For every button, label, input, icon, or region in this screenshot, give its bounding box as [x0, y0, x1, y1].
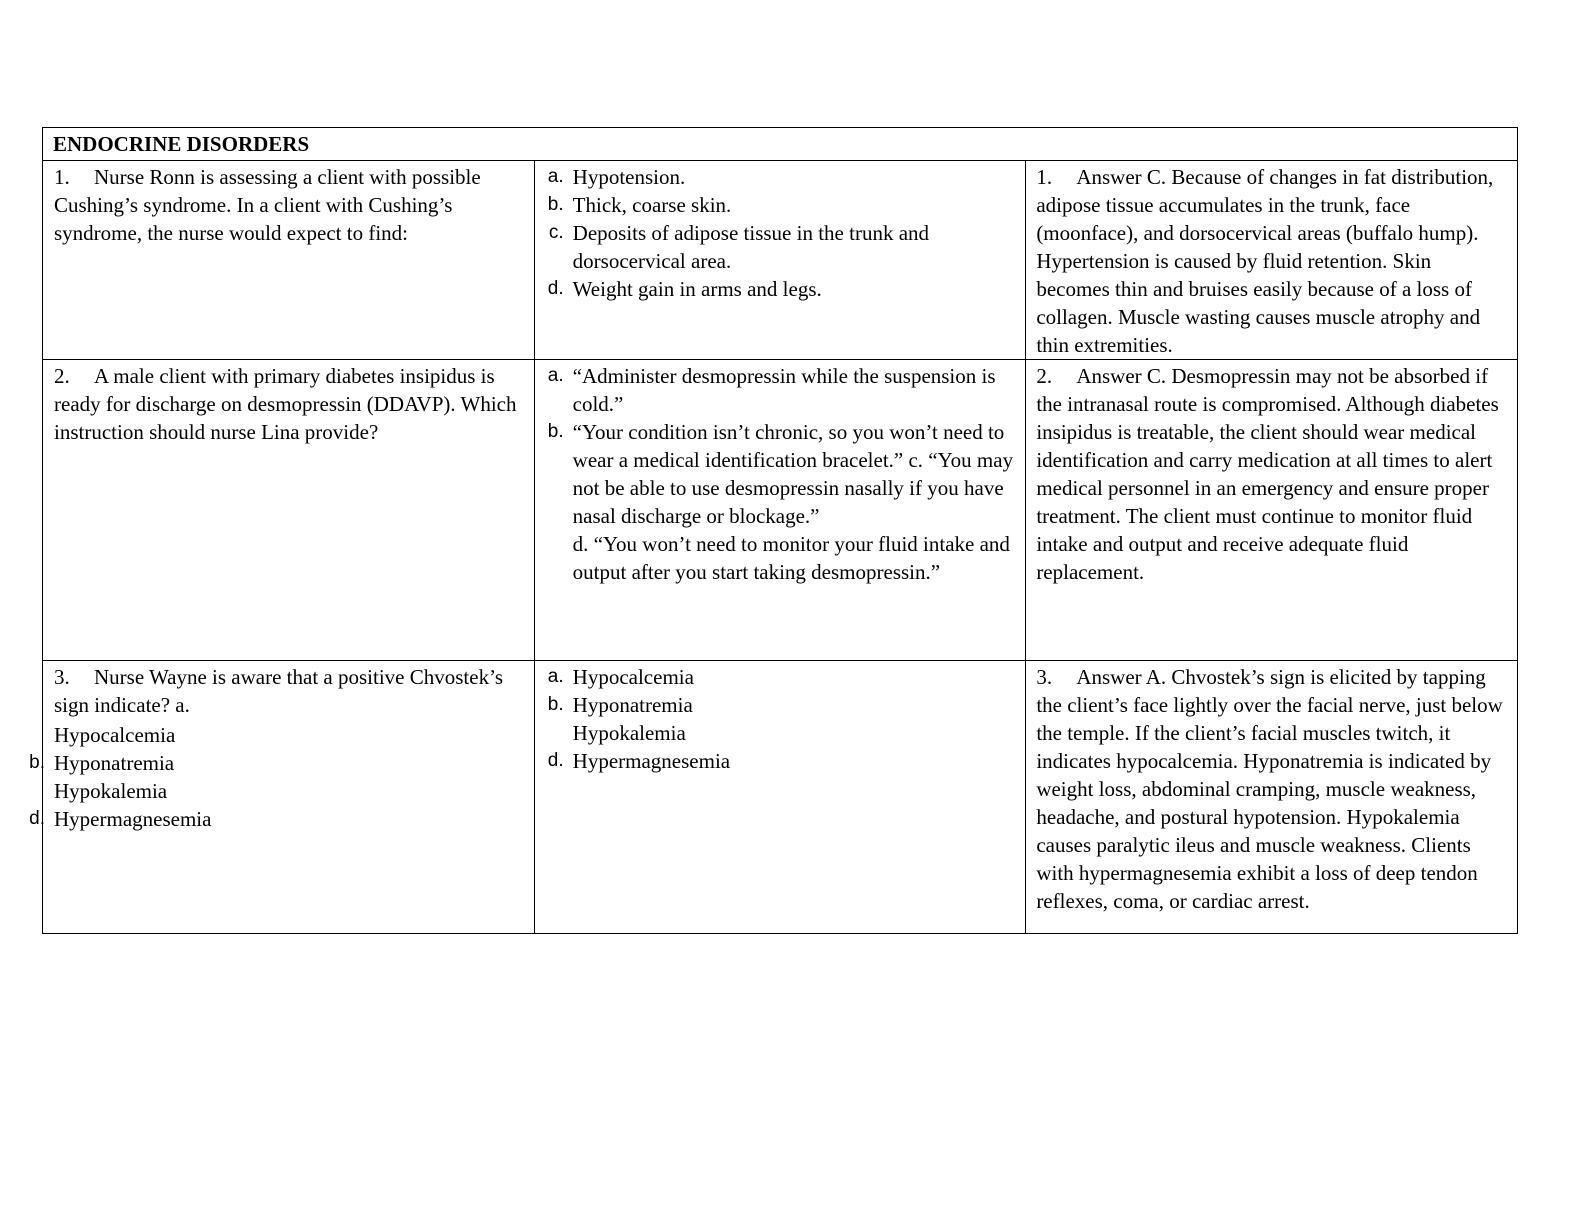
question-row [43, 161, 1518, 360]
table-title: ENDOCRINE DISORDERS [43, 128, 1518, 161]
answer-text: Answer A. Chvostek’s sign is elicited by tapping the client’s face lightly over the facial nerve, just below the temple. If the client’s facial muscles twitch, it indicates hypocalcemia. Hyponatremia is indicated by weight loss, abdominal cramping, muscle weakness, headache, and postural hypotension. Hypokalemia causes paralytic ileus and muscle weakness. Clients with hypermagnesemia exhibit a loss of deep tendon reflexes, coma, or cardiac arrest. [1036, 665, 1503, 913]
question-number: 1. [54, 165, 70, 189]
options-cell [534, 661, 1026, 934]
question-stem: A male client with primary diabetes insipidus is ready for discharge on desmopressin (DDAVP). Which instruction should nurse Lina provide? [54, 364, 517, 444]
answer-cell [1026, 661, 1518, 934]
document-page [29, 127, 1518, 934]
question-cell [29, 661, 535, 934]
question-stem: Nurse Ronn is assessing a client with possible Cushing’s syndrome. In a client with Cushing’s syndrome, the nurse would expect to find: [54, 165, 481, 245]
options-cell [534, 360, 1026, 661]
option-item: Hypokalemia [572, 721, 686, 745]
question-row [43, 661, 1518, 934]
option-item: a. “Administer desmopressin while the suspension is cold.” [547, 364, 996, 416]
option-item: b. Hyponatremia [29, 751, 175, 775]
option-item: d. “You won’t need to monitor your fluid intake and output after you start taking desmopressin.” [572, 532, 1010, 584]
answer-number: 3. [1036, 665, 1053, 689]
option-item: a. Hypocalcemia [547, 665, 694, 689]
question-cell [43, 161, 535, 360]
question-number: 2. [54, 364, 70, 388]
answer-text: Answer C. Desmopressin may not be absorbed if the intranasal route is compromised. Although diabetes insipidus is treatable, the client should wear medical identification and carry medication at all times to alert medical personnel in an emergency and ensure proper treatment. The client must continue to monitor fluid intake and output and receive adequate fluid replacement. [1036, 364, 1499, 584]
question-table [29, 127, 1518, 934]
options-cell [534, 161, 1026, 360]
option-item: c. Deposits of adipose tissue in the trunk and dorsocervical area. [548, 221, 930, 273]
answer-cell [1026, 161, 1518, 360]
answer-number: 2. [1036, 364, 1053, 388]
question-row [43, 360, 1518, 661]
answer-number: 1. [1036, 165, 1053, 189]
option-item: d. Weight gain in arms and legs. [547, 277, 822, 301]
question-number: 3. [54, 665, 70, 689]
option-item: Hypocalcemia [54, 723, 176, 747]
question-cell [43, 360, 535, 661]
option-item: b. Thick, coarse skin. [547, 193, 732, 217]
question-stem: Nurse Wayne is aware that a positive Chvostek’s sign indicate? a. [54, 665, 504, 717]
option-item: a. Hypotension. [547, 165, 686, 189]
answer-text: Answer C. Because of changes in fat distribution, adipose tissue accumulates in the trunk, face (moonface), and dorsocervical areas (buffalo hump). Hypertension is caused by fluid retention. Skin becomes thin and bruises easily because of a loss of collagen. Muscle wasting causes muscle atrophy and thin extremities. [1036, 165, 1494, 357]
option-item: Hypokalemia [54, 779, 168, 803]
option-item: d. Hypermagnesemia [547, 749, 731, 773]
answer-cell [1026, 360, 1518, 661]
option-item: b. “Your condition isn’t chronic, so you won’t need to wear a medical identification bracelet.” c. “You may not be able to use desmopressin nasally if you have nasal discharge or blockage.” [547, 420, 1014, 528]
option-item: d. Hypermagnesemia [29, 807, 212, 831]
option-item: b. Hyponatremia [547, 693, 693, 717]
